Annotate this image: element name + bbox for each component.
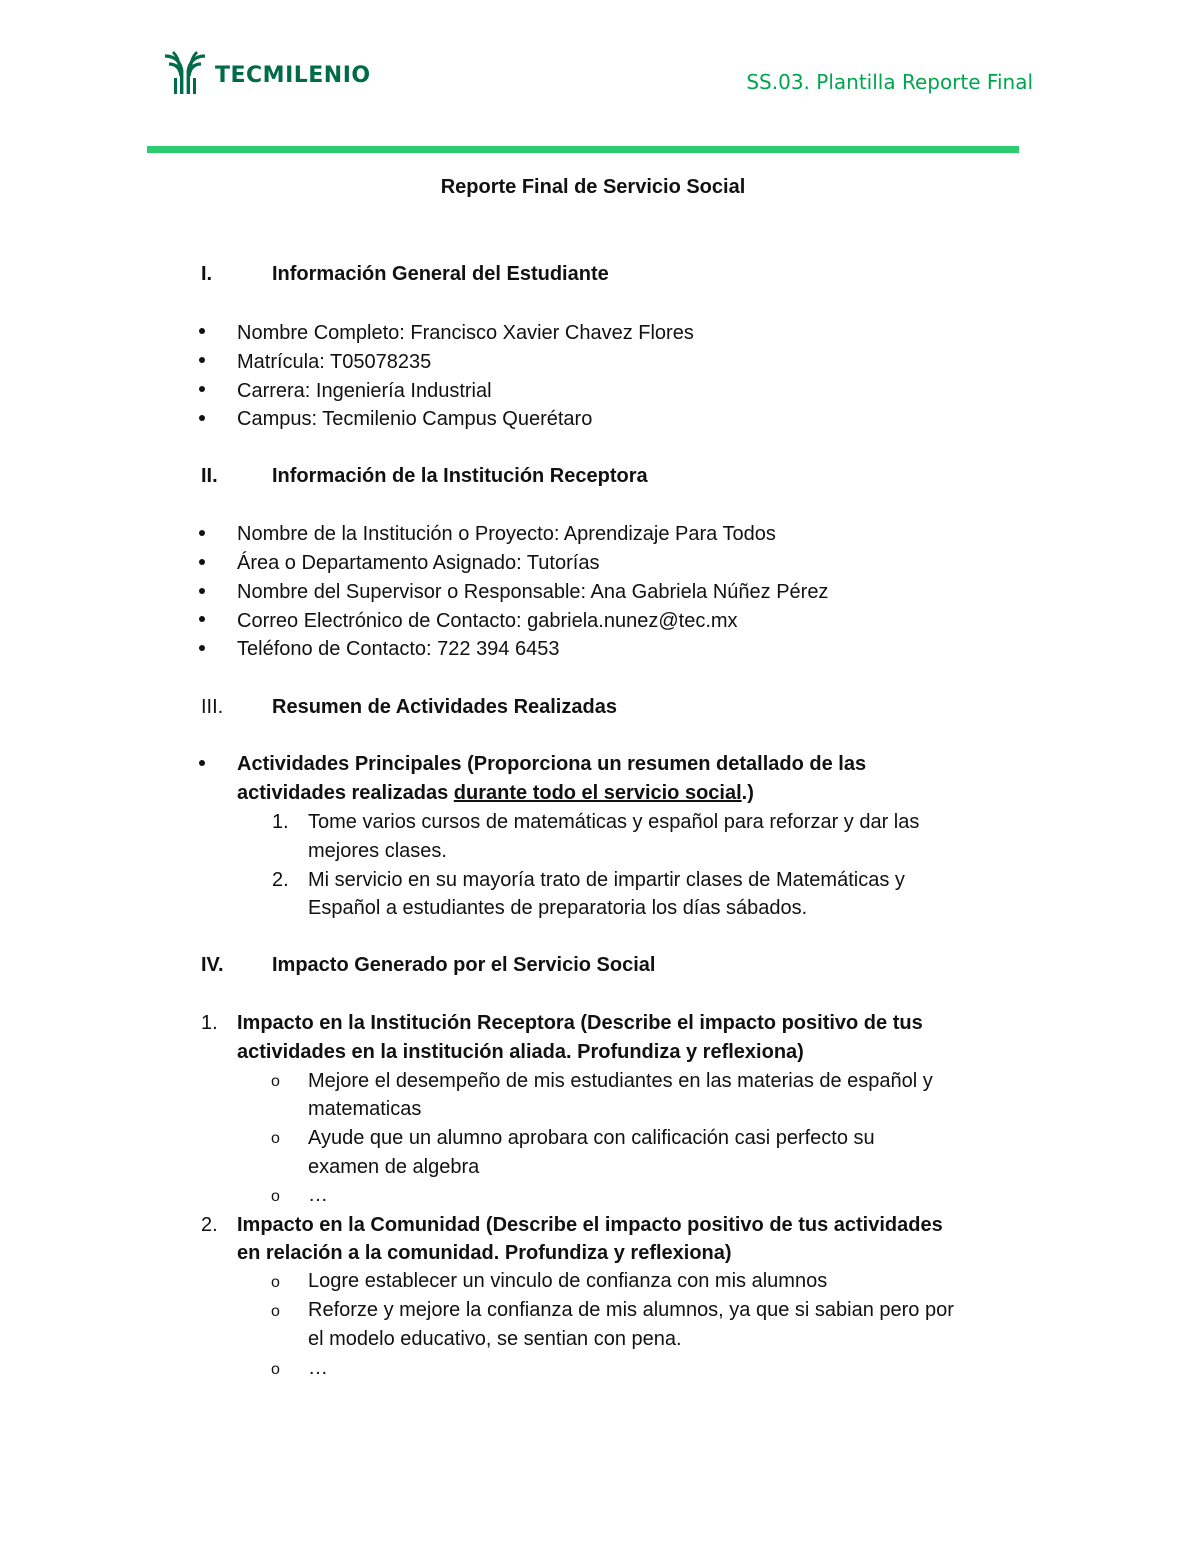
list-item: Teléfono de Contacto: 722 394 6453 — [237, 638, 560, 660]
tecmilenio-logo-icon — [163, 50, 207, 96]
document-code: SS.03. Plantilla Reporte Final — [746, 70, 1033, 94]
brand-logo — [163, 50, 371, 96]
sub-bullet: o — [271, 1274, 280, 1291]
section-heading-2 — [201, 465, 648, 488]
impact-item-ellipsis: … — [308, 1357, 328, 1379]
impact-item: Reforze y mejore la confianza de mis alumnos, ya que si sabian pero por — [308, 1299, 954, 1321]
section-number: II. — [201, 465, 218, 487]
bullet — [199, 559, 209, 569]
activity-item: Tome varios cursos de matemáticas y español para reforzar y dar las — [308, 811, 920, 833]
list-number: 1. — [201, 1012, 218, 1034]
section-title: Información General del Estudiante — [272, 263, 609, 285]
section-title: Información de la Institución Receptora — [272, 465, 648, 487]
activities-heading-underlined: durante todo el servicio social — [453, 782, 742, 804]
sub-bullet: o — [271, 1130, 280, 1147]
activities-heading-cont — [237, 779, 754, 807]
list-item: Nombre de la Institución o Proyecto: Aprendizaje Para Todos — [237, 523, 776, 545]
impact-item: Mejore el desempeño de mis estudiantes en las materias de español y — [308, 1070, 933, 1092]
list-item: Nombre Completo: Francisco Xavier Chavez Flores — [237, 322, 694, 344]
bullet — [199, 386, 209, 396]
bullet — [199, 530, 209, 540]
bullet — [199, 328, 209, 338]
activity-item-cont: Español a estudiantes de preparatoria los días sábados. — [308, 897, 808, 919]
bullet — [199, 760, 209, 770]
list-item: Nombre del Supervisor o Responsable: Ana Gabriela Núñez Pérez — [237, 581, 829, 603]
section-number: III. — [201, 696, 224, 718]
impact-heading-cont: en relación a la comunidad. Profundiza y reflexiona) — [237, 1242, 732, 1264]
section-heading-4 — [201, 954, 655, 977]
bullet — [199, 357, 209, 367]
impact-item-cont: examen de algebra — [308, 1156, 480, 1178]
activities-heading: Actividades Principales (Proporciona un resumen detallado de las — [237, 753, 867, 775]
header-divider — [147, 146, 1019, 153]
sub-bullet: o — [271, 1361, 280, 1378]
section-number: IV. — [201, 954, 224, 976]
bullet — [199, 588, 209, 598]
section-heading-3 — [201, 696, 617, 719]
impact-item: Logre establecer un vinculo de confianza con mis alumnos — [308, 1270, 828, 1292]
impact-heading: Impacto en la Comunidad (Describe el impacto positivo de tus actividades — [237, 1214, 943, 1236]
activity-item: Mi servicio en su mayoría trato de impartir clases de Matemáticas y — [308, 869, 905, 891]
list-number: 1. — [272, 811, 289, 833]
section-title: Resumen de Actividades Realizadas — [272, 696, 617, 718]
impact-item-cont: matematicas — [308, 1098, 422, 1120]
section-heading-1 — [201, 263, 609, 286]
bullet — [199, 415, 209, 425]
list-item: Área o Departamento Asignado: Tutorías — [237, 552, 600, 574]
activity-item-cont: mejores clases. — [308, 840, 447, 862]
section-title: Impacto Generado por el Servicio Social — [272, 954, 656, 976]
sub-bullet: o — [271, 1188, 280, 1205]
list-item: Carrera: Ingeniería Industrial — [237, 380, 492, 402]
activities-heading-end: .) — [741, 782, 754, 804]
impact-item-ellipsis: … — [308, 1184, 328, 1206]
sub-bullet: o — [271, 1073, 280, 1090]
brand-name: TECMILENIO — [215, 62, 371, 88]
bullet — [199, 616, 209, 626]
activities-heading-text: actividades realizadas — [237, 782, 454, 804]
impact-item: Ayude que un alumno aprobara con calificación casi perfecto su — [308, 1127, 875, 1149]
impact-heading-cont: actividades en la institución aliada. Profundiza y reflexiona) — [237, 1041, 804, 1063]
list-number: 2. — [272, 869, 289, 891]
sub-bullet: o — [271, 1303, 280, 1320]
impact-item-cont: el modelo educativo, se sentian con pena. — [308, 1328, 682, 1350]
impact-heading: Impacto en la Institución Receptora (Describe el impacto positivo de tus — [237, 1012, 923, 1034]
list-item: Matrícula: T05078235 — [237, 351, 432, 373]
list-item: Correo Electrónico de Contacto: gabriela.nunez@tec.mx — [237, 610, 738, 632]
list-item: Campus: Tecmilenio Campus Querétaro — [237, 408, 593, 430]
page-title: Reporte Final de Servicio Social — [440, 176, 746, 198]
section-number: I. — [201, 263, 213, 285]
bullet — [199, 645, 209, 655]
list-number: 2. — [201, 1214, 218, 1236]
